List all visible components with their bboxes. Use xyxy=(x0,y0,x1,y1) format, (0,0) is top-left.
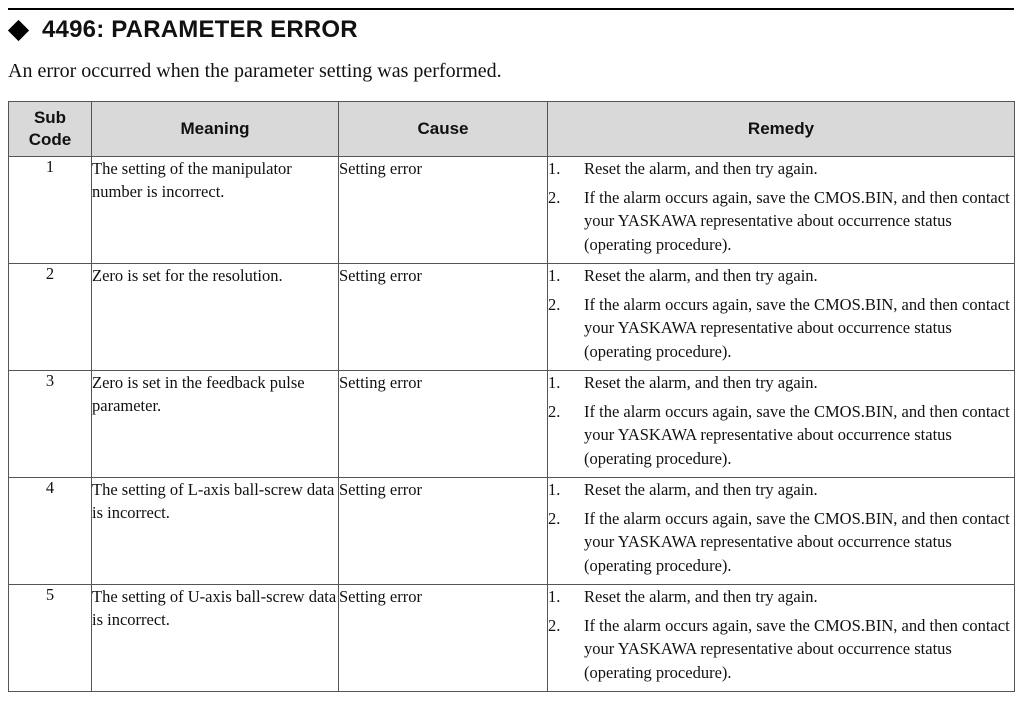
step-text: Reset the alarm, and then try again. xyxy=(584,159,818,178)
step-text: Reset the alarm, and then try again. xyxy=(584,480,818,499)
step-text: If the alarm occurs again, save the CMOS.BIN, and then contact your YASKAWA representative about occurrence status (operating procedure). xyxy=(584,615,1010,682)
remedy-step xyxy=(548,157,1014,181)
remedy-step xyxy=(548,478,1014,502)
cause-cell: Setting error xyxy=(339,157,548,264)
remedy-list xyxy=(548,157,1014,256)
remedy-step xyxy=(548,371,1014,395)
section-heading xyxy=(8,14,358,46)
remedy-step xyxy=(548,614,1014,685)
meaning-cell: The setting of the manipulator number is incorrect. xyxy=(92,157,339,264)
step-text: If the alarm occurs again, save the CMOS.BIN, and then contact your YASKAWA representative about occurrence status (operating procedure). xyxy=(584,187,1010,254)
remedy-cell xyxy=(548,585,1015,692)
remedy-step xyxy=(548,264,1014,288)
table-row xyxy=(9,585,1015,692)
step-text: Reset the alarm, and then try again. xyxy=(584,373,818,392)
step-number: 2. xyxy=(548,187,561,207)
cause-cell: Setting error xyxy=(339,264,548,371)
remedy-cell xyxy=(548,157,1015,264)
remedy-cell xyxy=(548,478,1015,585)
meaning-cell: The setting of L-axis ball-screw data is incorrect. xyxy=(92,478,339,585)
error-table xyxy=(8,101,1015,692)
error-description: An error occurred when the parameter setting was performed. xyxy=(8,60,502,82)
step-number: 2. xyxy=(548,401,561,421)
table-row xyxy=(9,371,1015,478)
cause-cell: Setting error xyxy=(339,585,548,692)
remedy-list xyxy=(548,264,1014,363)
step-text: Reset the alarm, and then try again. xyxy=(584,266,818,285)
header-cause: Cause xyxy=(339,102,548,157)
remedy-step xyxy=(548,400,1014,471)
remedy-step xyxy=(548,507,1014,578)
remedy-cell xyxy=(548,371,1015,478)
top-rule xyxy=(8,8,1014,10)
step-text: If the alarm occurs again, save the CMOS.BIN, and then contact your YASKAWA representative about occurrence status (operating procedure). xyxy=(584,401,1010,468)
step-number: 1. xyxy=(548,587,561,606)
sub-code-cell: 5 xyxy=(9,585,92,692)
step-number: 2. xyxy=(548,294,561,314)
step-text: If the alarm occurs again, save the CMOS.BIN, and then contact your YASKAWA representative about occurrence status (operating procedure). xyxy=(584,508,1010,575)
header-meaning: Meaning xyxy=(92,102,339,157)
meaning-cell: The setting of U-axis ball-screw data is incorrect. xyxy=(92,585,339,692)
table-row xyxy=(9,478,1015,585)
sub-code-cell: 1 xyxy=(9,157,92,264)
meaning-cell: Zero is set for the resolution. xyxy=(92,264,339,371)
remedy-step xyxy=(548,585,1014,609)
header-remedy: Remedy xyxy=(548,102,1015,157)
header-sub-code-line1: Sub xyxy=(33,108,67,127)
meaning-cell: Zero is set in the feedback pulse parameter. xyxy=(92,371,339,478)
step-text: Reset the alarm, and then try again. xyxy=(584,587,818,606)
cause-cell: Setting error xyxy=(339,478,548,585)
remedy-cell xyxy=(548,264,1015,371)
remedy-step xyxy=(548,293,1014,364)
table-header-row xyxy=(9,102,1015,157)
header-sub-code xyxy=(9,102,92,157)
sub-code-cell: 3 xyxy=(9,371,92,478)
diamond-bullet-icon xyxy=(8,19,29,40)
step-number: 1. xyxy=(548,373,561,392)
cause-cell: Setting error xyxy=(339,371,548,478)
remedy-list xyxy=(548,585,1014,684)
table-row xyxy=(9,157,1015,264)
remedy-step xyxy=(548,186,1014,257)
sub-code-cell: 2 xyxy=(9,264,92,371)
step-number: 1. xyxy=(548,266,561,285)
header-sub-code-line2: Code xyxy=(28,130,72,149)
step-number: 1. xyxy=(548,159,561,178)
remedy-list xyxy=(548,478,1014,577)
remedy-list xyxy=(548,371,1014,470)
step-number: 1. xyxy=(548,480,561,499)
table-row xyxy=(9,264,1015,371)
step-text: If the alarm occurs again, save the CMOS.BIN, and then contact your YASKAWA representative about occurrence status (operating procedure). xyxy=(584,294,1010,361)
sub-code-cell: 4 xyxy=(9,478,92,585)
step-number: 2. xyxy=(548,508,561,528)
step-number: 2. xyxy=(548,615,561,635)
error-title: 4496: PARAMETER ERROR xyxy=(42,16,358,43)
